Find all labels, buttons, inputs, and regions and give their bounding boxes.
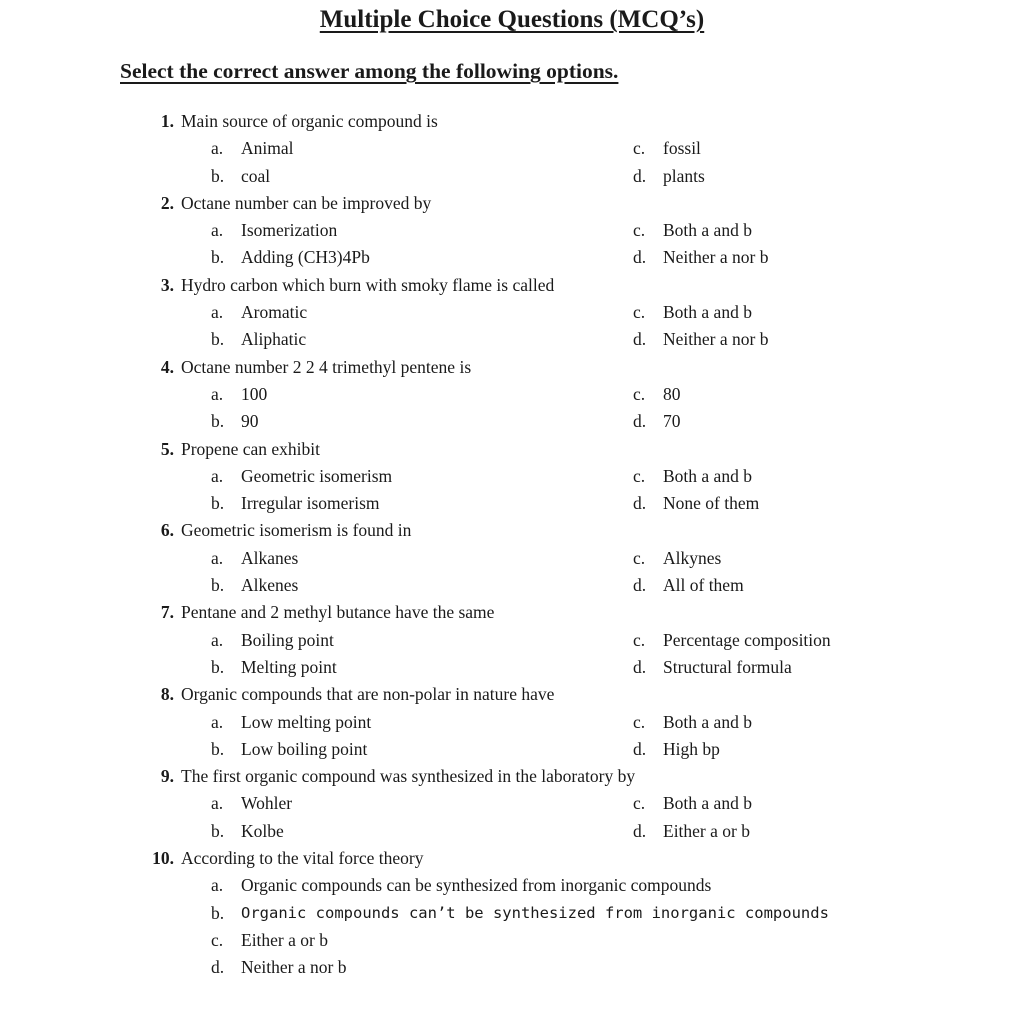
option-letter-c: c. [633, 138, 646, 159]
option-letter-d: d. [633, 820, 647, 841]
question-text: Pentane and 2 methyl butance have the same [181, 602, 495, 623]
option-text-b: Aliphatic [241, 329, 307, 350]
option-letter-a: a. [211, 793, 224, 814]
option-letter-d: d. [633, 329, 647, 350]
option-letter-a: a. [211, 465, 224, 486]
question-text: Geometric isomerism is found in [181, 520, 412, 541]
question-number: 4. [160, 356, 174, 377]
question-list [0, 108, 1024, 982]
question-10 [0, 845, 1024, 981]
option-letter-b: b. [211, 656, 225, 677]
question-8 [0, 681, 1024, 763]
option-letter-a: a. [211, 547, 224, 568]
question-number: 9. [160, 766, 174, 787]
question-number: 3. [160, 274, 174, 295]
question-6 [0, 517, 1024, 599]
question-2 [0, 190, 1024, 272]
option-letter-b: b. [211, 902, 225, 923]
option-letter-b: b. [211, 738, 225, 759]
question-text: The first organic compound was synthesized in the laboratory by [181, 766, 636, 787]
question-text: According to the vital force theory [181, 848, 424, 869]
option-letter-d: d. [633, 247, 647, 268]
option-letter-a: a. [211, 302, 224, 323]
option-text-d: Neither a nor b [663, 329, 769, 350]
question-number: 5. [160, 438, 174, 459]
question-text: Octane number 2 2 4 trimethyl pentene is [181, 356, 472, 377]
option-text-a: Isomerization [241, 220, 338, 241]
option-letter-c: c. [633, 220, 646, 241]
option-text-a: Organic compounds can be synthesized from inorganic compounds [241, 875, 712, 896]
option-text-c: Both a and b [663, 220, 752, 241]
question-number: 10. [152, 848, 174, 869]
question-4 [0, 354, 1024, 436]
option-letter-d: d. [633, 411, 647, 432]
question-number: 7. [160, 602, 174, 623]
option-letter-a: a. [211, 138, 224, 159]
option-letter-c: c. [633, 465, 646, 486]
option-letter-d: d. [633, 493, 647, 514]
option-letter-c: c. [633, 793, 646, 814]
question-1 [0, 108, 1024, 190]
option-letter-d: d. [633, 575, 647, 596]
option-letter-d: d. [633, 656, 647, 677]
option-text-a: Alkanes [241, 547, 299, 568]
option-text-a: Boiling point [241, 629, 334, 650]
question-3 [0, 272, 1024, 354]
option-text-b: 90 [241, 411, 259, 432]
option-letter-b: b. [211, 247, 225, 268]
option-letter-c: c. [633, 302, 646, 323]
option-text-a: Low melting point [241, 711, 372, 732]
option-text-c: Either a or b [241, 929, 328, 950]
option-text-c: Both a and b [663, 711, 752, 732]
option-text-a: Animal [241, 138, 294, 159]
option-letter-b: b. [211, 493, 225, 514]
question-number: 1. [160, 111, 174, 131]
option-letter-b: b. [211, 575, 225, 596]
option-text-b: Low boiling point [241, 738, 368, 759]
question-number: 8. [160, 684, 174, 705]
question-5 [0, 436, 1024, 518]
option-letter-b: b. [211, 329, 225, 350]
option-letter-a: a. [211, 711, 224, 732]
option-text-b: Alkenes [241, 575, 299, 596]
option-text-b: Melting point [241, 656, 337, 677]
option-letter-c: c. [633, 711, 646, 732]
option-text-a: Geometric isomerism [241, 465, 393, 486]
option-letter-a: a. [211, 875, 224, 896]
option-text-d: 70 [663, 411, 681, 432]
question-text: Organic compounds that are non-polar in nature have [181, 684, 555, 705]
option-letter-d: d. [211, 957, 225, 978]
option-text-c: Both a and b [663, 302, 752, 323]
option-text-d: plants [663, 165, 705, 186]
option-text-c: fossil [663, 138, 701, 159]
instructions-heading: Select the correct answer among the following options. [120, 59, 619, 83]
option-text-d: Structural formula [663, 656, 792, 677]
option-text-b: Organic compounds can’t be synthesized from inorganic compounds [241, 903, 829, 922]
question-number: 2. [160, 192, 174, 213]
option-text-c: Both a and b [663, 465, 752, 486]
option-letter-a: a. [211, 629, 224, 650]
question-text: Propene can exhibit [181, 438, 320, 459]
question-text: Hydro carbon which burn with smoky flame is called [181, 274, 555, 295]
option-text-d: Neither a nor b [241, 957, 347, 978]
option-text-b: Adding (CH3)4Pb [241, 247, 370, 268]
page-title: Multiple Choice Questions (MCQ’s) [319, 6, 705, 33]
option-text-c: Percentage composition [663, 629, 831, 650]
option-letter-a: a. [211, 383, 224, 404]
option-letter-c: c. [633, 547, 646, 568]
option-letter-d: d. [633, 738, 647, 759]
option-text-b: Kolbe [241, 820, 284, 841]
option-letter-c: c. [633, 383, 646, 404]
option-text-b: Irregular isomerism [241, 493, 380, 514]
option-text-d: Neither a nor b [663, 247, 769, 268]
option-text-a: Aromatic [241, 302, 308, 323]
question-number: 6. [160, 520, 174, 541]
option-letter-d: d. [633, 165, 647, 186]
option-letter-c: c. [633, 629, 646, 650]
option-text-d: All of them [663, 575, 744, 596]
option-text-b: coal [241, 165, 271, 186]
option-letter-a: a. [211, 220, 224, 241]
option-text-d: Either a or b [663, 820, 750, 841]
option-text-c: Alkynes [663, 547, 722, 568]
option-letter-c: c. [211, 929, 224, 950]
option-text-a: 100 [241, 383, 268, 404]
question-text: Main source of organic compound is [181, 111, 438, 131]
option-text-a: Wohler [241, 793, 293, 814]
question-text: Octane number can be improved by [181, 192, 432, 213]
option-text-c: Both a and b [663, 793, 752, 814]
option-letter-b: b. [211, 165, 225, 186]
option-letter-b: b. [211, 820, 225, 841]
question-7 [0, 599, 1024, 681]
question-9 [0, 763, 1024, 845]
option-text-d: None of them [663, 493, 760, 514]
option-text-c: 80 [663, 383, 681, 404]
option-text-d: High bp [663, 738, 720, 759]
option-letter-b: b. [211, 411, 225, 432]
